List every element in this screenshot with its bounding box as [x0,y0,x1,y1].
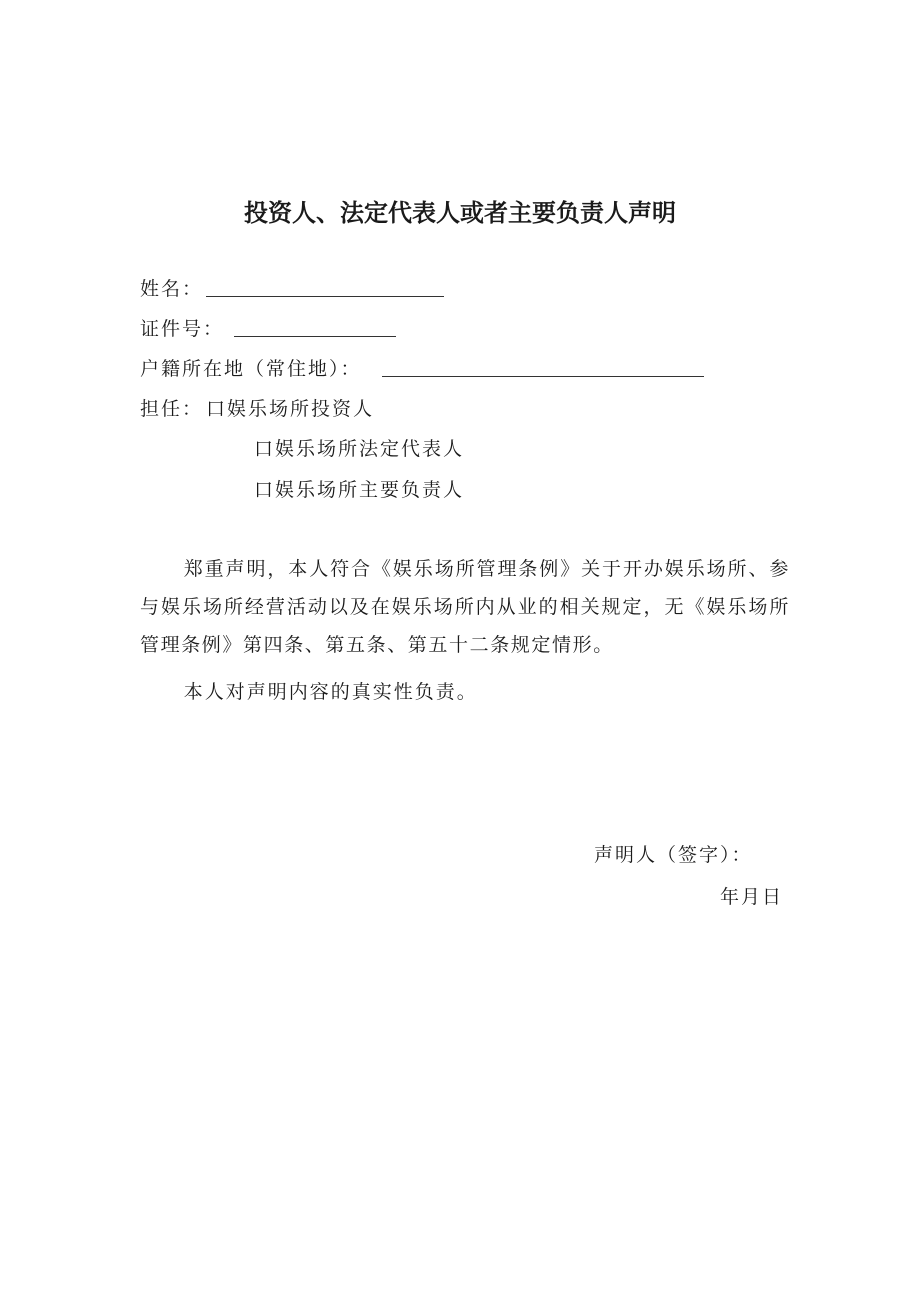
id-number-field[interactable] [234,336,396,337]
signature-label: 声明人（签字）： [594,844,753,866]
checkbox-icon[interactable]: 口 [206,398,228,420]
role-option-label: 娱乐场所主要负责人 [275,479,465,501]
residence-label: 户籍所在地（常住地）： [140,358,362,380]
role-option-investor[interactable] [206,396,374,422]
role-option-principal[interactable] [254,477,464,503]
checkbox-icon[interactable]: 口 [254,438,276,460]
name-field[interactable] [206,296,444,297]
checkbox-icon[interactable]: 口 [254,479,276,501]
role-option-label: 娱乐场所法定代表人 [275,438,465,460]
date-label: 年月日 [720,886,784,908]
role-option-label: 娱乐场所投资人 [227,398,375,420]
statement-paragraph: 郑重声明，本人符合《娱乐场所管理条例》关于开办娱乐场所、参与娱乐场所经营活动以及在娱乐场所内从业的相关规定，无《娱乐场所管理条例》第四条、第五条、第五十二条规定情形。 [140,558,790,656]
name-label: 姓名： [140,278,204,300]
document-title: 投资人、法定代表人或者主要负责人声明 [244,199,676,227]
role-label: 担任： [140,398,204,420]
responsibility-paragraph: 本人对声明内容的真实性负责。 [183,681,478,703]
residence-field[interactable] [382,376,704,377]
id-number-label: 证件号： [140,318,225,340]
role-option-legal-representative[interactable] [254,436,464,462]
